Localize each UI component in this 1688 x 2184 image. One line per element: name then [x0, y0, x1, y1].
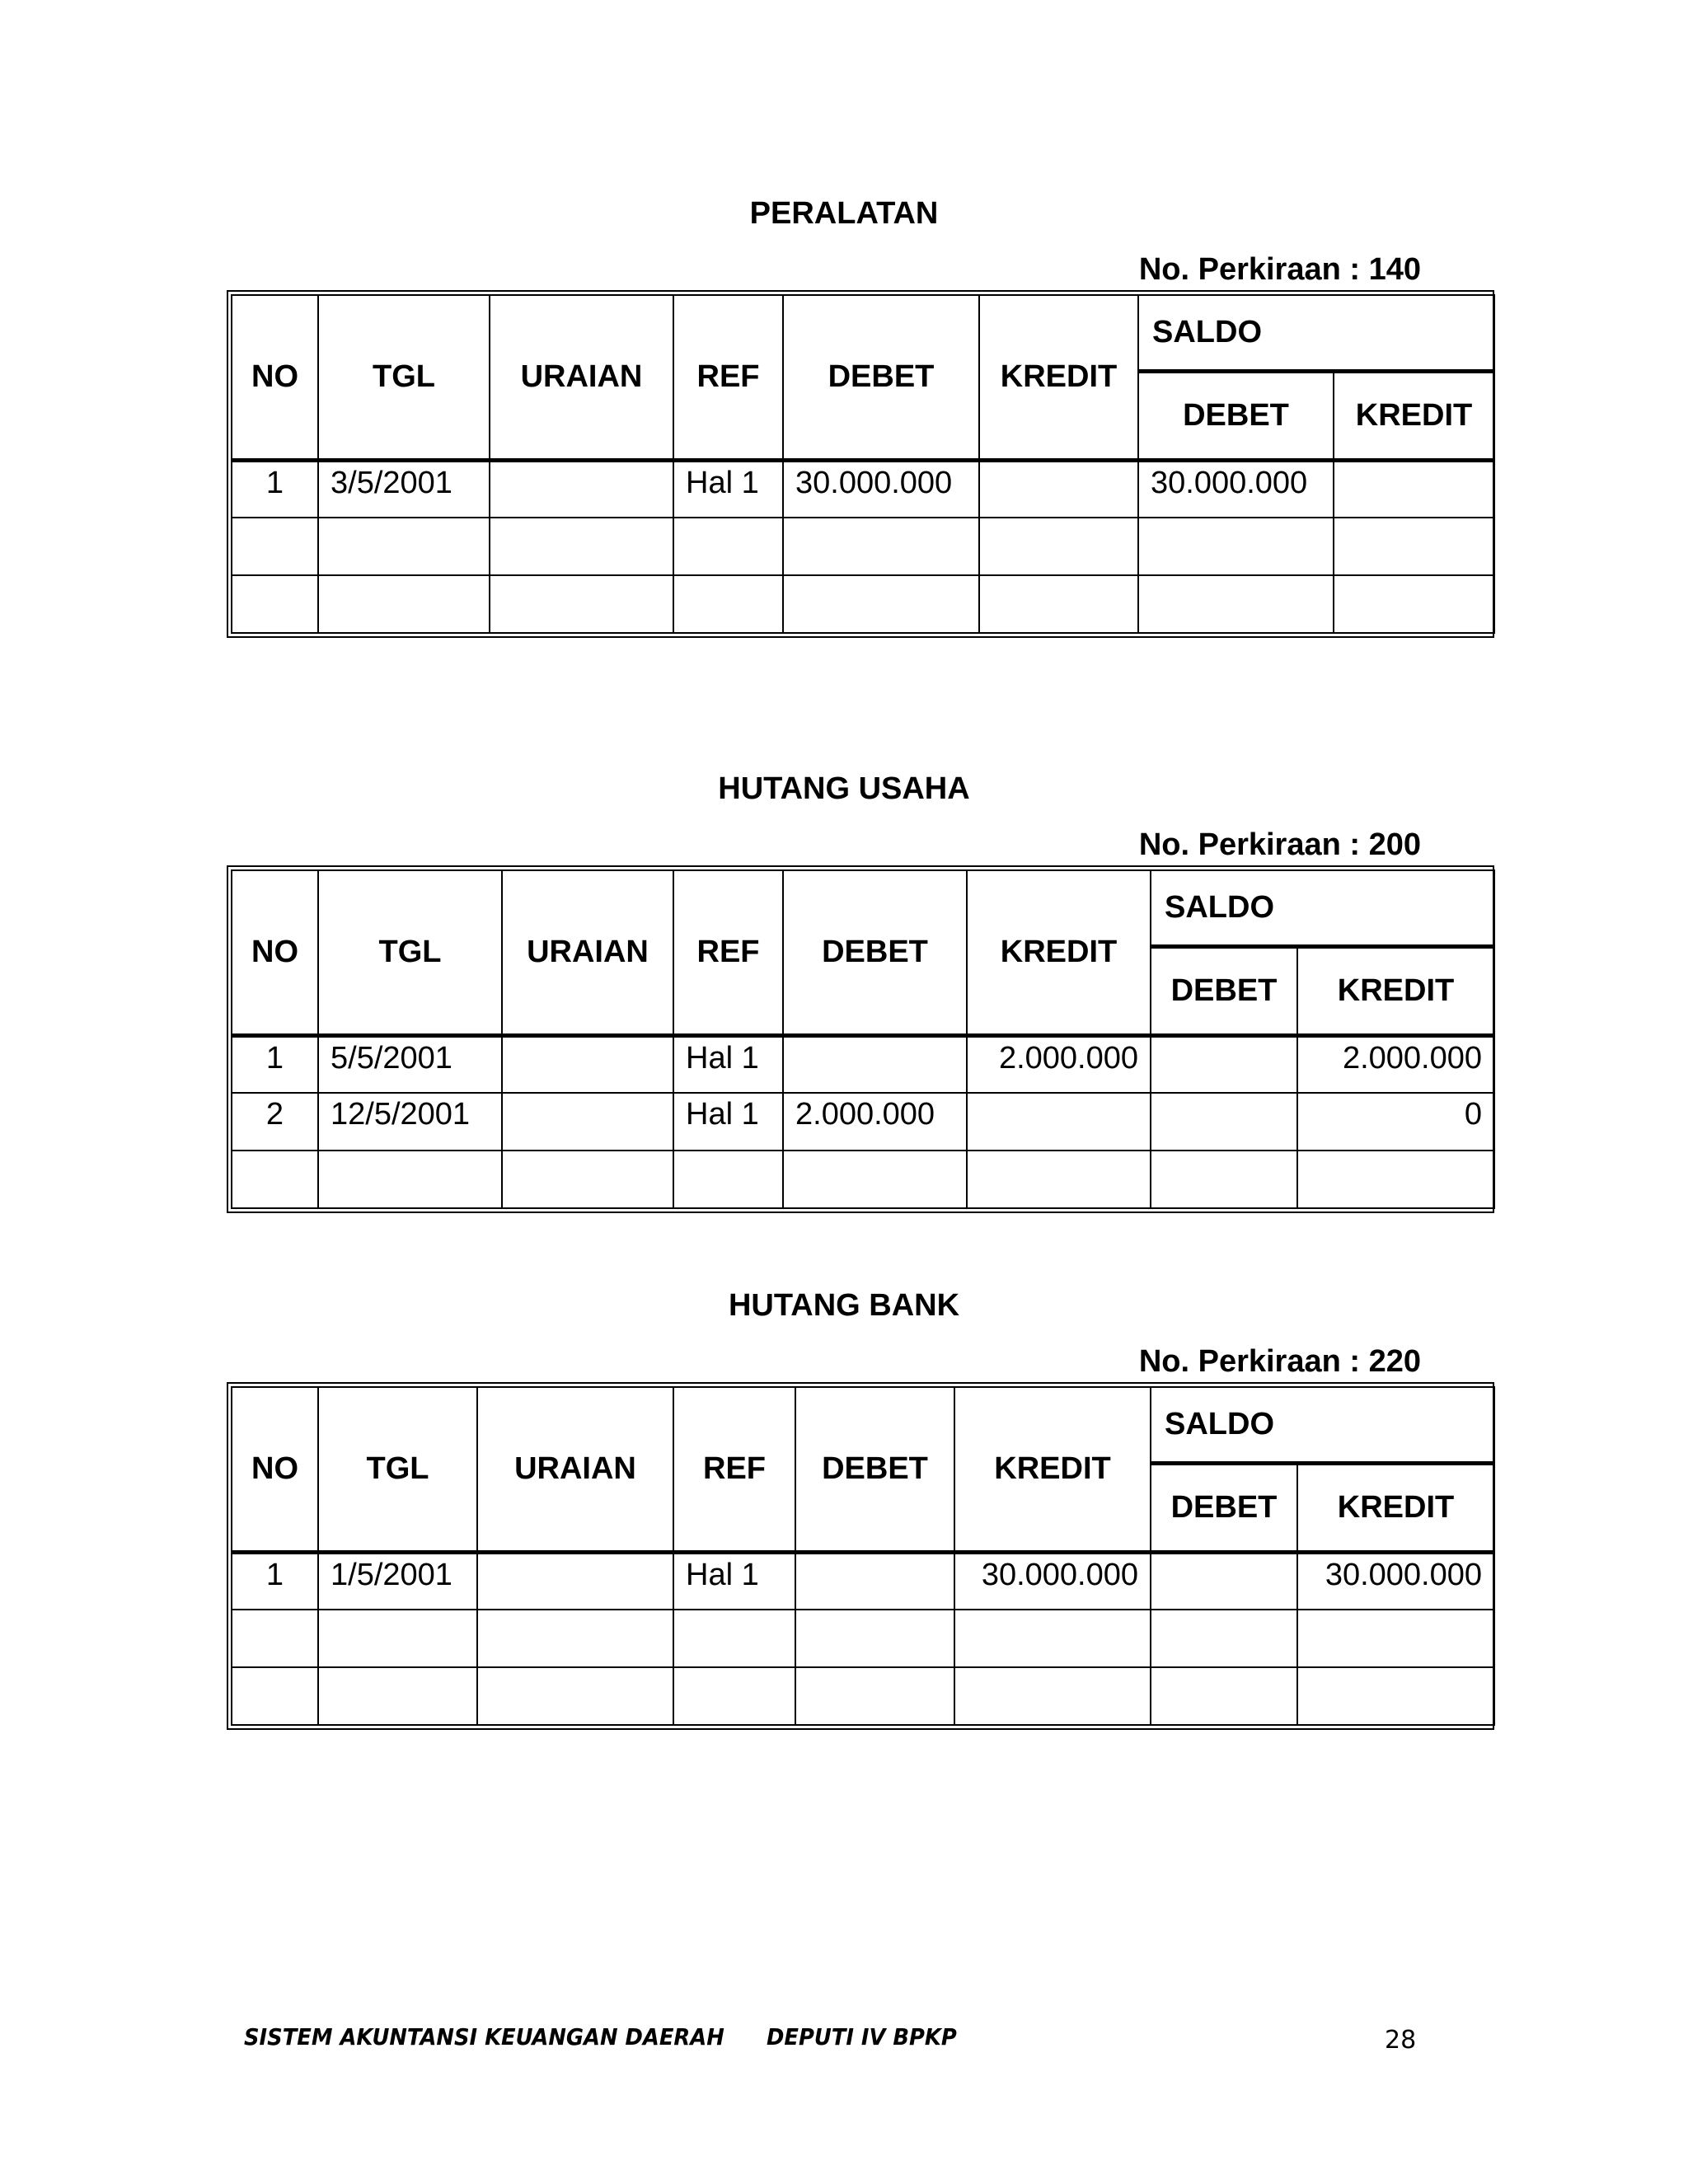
cell-saldo-kredit — [1334, 518, 1494, 575]
col-header-kredit: KREDIT — [954, 1387, 1151, 1552]
cell-kredit — [967, 1093, 1151, 1151]
col-header-ref: REF — [673, 1387, 795, 1552]
cell-tgl: 12/5/2001 — [318, 1093, 502, 1151]
cell-saldo-debet — [1138, 518, 1334, 575]
col-header-uraian: URAIAN — [502, 870, 673, 1035]
table-row — [232, 1151, 1494, 1208]
footer-middle-text: DEPUTI IV BPKP — [767, 2023, 957, 2050]
account-number: No. Perkiraan : 200 — [1138, 827, 1421, 862]
table-row — [232, 1610, 1494, 1667]
ledger-table — [227, 865, 1494, 1213]
cell-kredit — [954, 1667, 1151, 1725]
col-header-saldo-kredit: KREDIT — [1334, 371, 1494, 460]
account-number: No. Perkiraan : 140 — [1138, 252, 1421, 287]
cell-no: 1 — [232, 460, 318, 518]
col-header-kredit: KREDIT — [979, 295, 1138, 460]
cell-debet — [783, 1035, 967, 1093]
cell-saldo-debet — [1151, 1667, 1297, 1725]
cell-saldo-kredit — [1334, 460, 1494, 518]
cell-saldo-debet — [1151, 1035, 1297, 1093]
col-header-saldo: SALDO — [1151, 1387, 1494, 1463]
cell-uraian — [490, 460, 673, 518]
col-header-saldo: SALDO — [1151, 870, 1494, 946]
cell-no — [232, 575, 318, 633]
cell-kredit — [979, 460, 1138, 518]
cell-no: 2 — [232, 1093, 318, 1151]
table-row — [232, 1035, 1494, 1093]
col-header-tgl: TGL — [318, 1387, 477, 1552]
cell-uraian — [502, 1093, 673, 1151]
cell-saldo-kredit — [1297, 1667, 1494, 1725]
col-header-tgl: TGL — [318, 295, 490, 460]
col-header-tgl: TGL — [318, 870, 502, 1035]
cell-ref — [673, 518, 783, 575]
cell-saldo-debet — [1151, 1552, 1297, 1610]
table-row — [232, 575, 1494, 633]
col-header-no: NO — [232, 870, 318, 1035]
cell-no — [232, 1151, 318, 1208]
cell-no — [232, 1667, 318, 1725]
cell-debet — [783, 1151, 967, 1208]
cell-ref — [673, 575, 783, 633]
cell-debet: 2.000.000 — [783, 1093, 967, 1151]
ledger-title: PERALATAN — [749, 196, 939, 231]
cell-debet — [795, 1667, 954, 1725]
cell-ref — [673, 1610, 795, 1667]
col-header-no: NO — [232, 1387, 318, 1552]
cell-kredit: 2.000.000 — [967, 1035, 1151, 1093]
cell-tgl: 5/5/2001 — [318, 1035, 502, 1093]
cell-tgl — [318, 1610, 477, 1667]
cell-saldo-debet: 30.000.000 — [1138, 460, 1334, 518]
cell-debet — [795, 1610, 954, 1667]
ledger-table — [227, 290, 1494, 638]
table-row — [232, 460, 1494, 518]
ledger-table — [227, 1382, 1494, 1730]
cell-uraian — [490, 518, 673, 575]
cell-uraian — [477, 1667, 673, 1725]
col-header-debet: DEBET — [783, 295, 979, 460]
table-row — [232, 1093, 1494, 1151]
cell-ref — [673, 1151, 783, 1208]
table-row — [232, 1552, 1494, 1610]
col-header-uraian: URAIAN — [490, 295, 673, 460]
account-number: No. Perkiraan : 220 — [1138, 1344, 1421, 1379]
cell-debet: 30.000.000 — [783, 460, 979, 518]
cell-ref: Hal 1 — [673, 1035, 783, 1093]
cell-ref: Hal 1 — [673, 1093, 783, 1151]
cell-tgl: 3/5/2001 — [318, 460, 490, 518]
cell-saldo-debet — [1151, 1610, 1297, 1667]
cell-uraian — [502, 1151, 673, 1208]
cell-debet — [795, 1552, 954, 1610]
col-header-uraian: URAIAN — [477, 1387, 673, 1552]
cell-kredit — [979, 518, 1138, 575]
cell-saldo-kredit — [1334, 575, 1494, 633]
cell-tgl — [318, 1667, 477, 1725]
cell-debet — [783, 575, 979, 633]
cell-uraian — [477, 1610, 673, 1667]
cell-no — [232, 1610, 318, 1667]
col-header-no: NO — [232, 295, 318, 460]
cell-uraian — [477, 1552, 673, 1610]
cell-saldo-kredit: 30.000.000 — [1297, 1552, 1494, 1610]
cell-ref — [673, 1667, 795, 1725]
col-header-ref: REF — [673, 870, 783, 1035]
col-header-ref: REF — [673, 295, 783, 460]
cell-saldo-kredit — [1297, 1610, 1494, 1667]
cell-no: 1 — [232, 1035, 318, 1093]
table-row — [232, 1667, 1494, 1725]
cell-kredit: 30.000.000 — [954, 1552, 1151, 1610]
col-header-saldo-kredit: KREDIT — [1297, 1463, 1494, 1552]
col-header-saldo-debet: DEBET — [1151, 946, 1297, 1035]
cell-tgl — [318, 575, 490, 633]
col-header-saldo-kredit: KREDIT — [1297, 946, 1494, 1035]
footer-left-text: SISTEM AKUNTANSI KEUANGAN DAERAH — [244, 2023, 724, 2050]
col-header-saldo-debet: DEBET — [1151, 1463, 1297, 1552]
cell-kredit — [967, 1151, 1151, 1208]
cell-saldo-debet — [1138, 575, 1334, 633]
cell-ref: Hal 1 — [673, 1552, 795, 1610]
cell-tgl — [318, 518, 490, 575]
cell-kredit — [954, 1610, 1151, 1667]
cell-saldo-debet — [1151, 1151, 1297, 1208]
col-header-saldo-debet: DEBET — [1138, 371, 1334, 460]
ledger-title: HUTANG BANK — [728, 1288, 960, 1323]
col-header-debet: DEBET — [795, 1387, 954, 1552]
table-row — [232, 518, 1494, 575]
cell-saldo-kredit: 2.000.000 — [1297, 1035, 1494, 1093]
cell-tgl: 1/5/2001 — [318, 1552, 477, 1610]
cell-saldo-kredit: 0 — [1297, 1093, 1494, 1151]
cell-kredit — [979, 575, 1138, 633]
col-header-kredit: KREDIT — [967, 870, 1151, 1035]
cell-no — [232, 518, 318, 575]
cell-tgl — [318, 1151, 502, 1208]
cell-ref: Hal 1 — [673, 460, 783, 518]
cell-uraian — [490, 575, 673, 633]
cell-uraian — [502, 1035, 673, 1093]
cell-no: 1 — [232, 1552, 318, 1610]
col-header-saldo: SALDO — [1138, 295, 1494, 371]
cell-debet — [783, 518, 979, 575]
col-header-debet: DEBET — [783, 870, 967, 1035]
ledger-title: HUTANG USAHA — [718, 771, 970, 806]
page-number: 28 — [1385, 2026, 1417, 2055]
cell-saldo-debet — [1151, 1093, 1297, 1151]
cell-saldo-kredit — [1297, 1151, 1494, 1208]
